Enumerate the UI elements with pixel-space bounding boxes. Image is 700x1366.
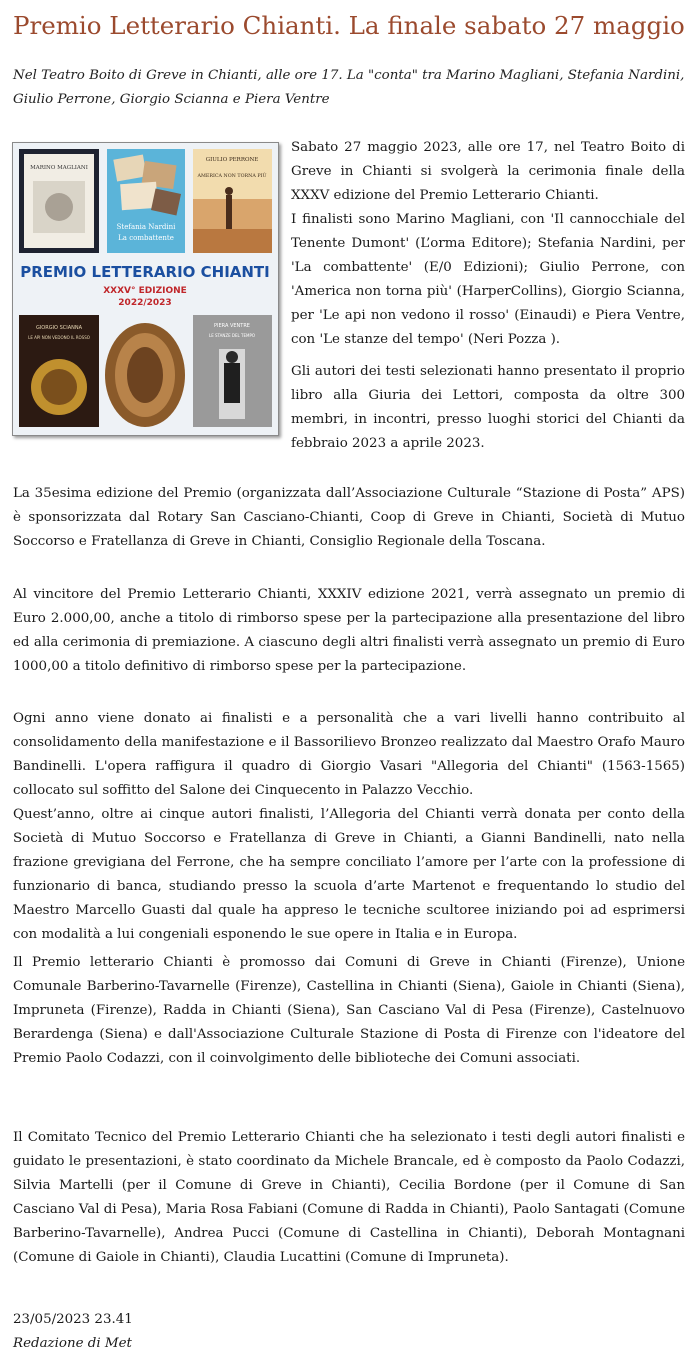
body-paragraph: Il Comitato Tecnico del Premio Letterario Chianti che ha selezionato i testi degli autori finalisti e guidato le presentazioni, è stato coordinato da Michele Brancale, ed è composto da Paolo Codazzi, Silvia Martelli (per il Comune di Greve in Chianti), Cecilia Bordone (per il Comune di San Casciano Val di Pesa), Maria Rosa Fabiani (Comune di Radda in Chianti), Paolo Santagati (Comune Barberino-Tavarnelle), Andrea Pucci (Comune di Castellina in Chianti), Deborah Montagnani (Comune di Gaiole in Chianti), Claudia Lucattini (Comune di Impruneta). [13, 1130, 685, 1265]
book-title-ventre: LE STANZE DEL TEMPO [208, 333, 256, 338]
body-paragraph: Il Premio letterario Chianti è promosso dai Comuni di Greve in Chianti (Firenze), Unione Comunale Barberino-Tavarnelle (Firenze), Castellina in Chianti (Siena), Gaiole in Chianti (Siena), Impruneta (Firenze), Radda in Chianti (Siena), San Casciano Val di Pesa (Firenze), Castelnuovo Berardenga (Siena) e dall'Associazione Culturale Stazione di Posta di Firenze con l'ideatore del Premio Paolo Codazzi, con il coinvolgimento delle biblioteche dei Comuni associati. [13, 955, 685, 1066]
book-cover-nardini [107, 149, 185, 253]
book-cover-perrone [193, 149, 272, 253]
book-title-scianna: LE API NON VEDONO IL ROSSO [28, 335, 90, 340]
award-poster-graphic [13, 143, 278, 435]
book-title-perrone: AMERICA NON TORNA PIÙ [197, 174, 267, 179]
body-paragraph: Ogni anno viene donato ai finalisti e a personalità che a vari livelli hanno contribuito al consolidamento della manifestazione e il Bassorilievo Bronzeo realizzato dal Maestro Orafo Mauro Bandinelli. L'opera raffigura il quadro di Giorgio Vasari "Allegoria del Chianti" (1563-1565) collocato sul soffitto del Salone dei Cinquecento in Palazzo Vecchio. Quest’anno, oltre ai cinque autori finalisti, l’Allegoria del Chianti verrà donata per conto della Società di Mutuo Soccorso e Fratellanza di Greve in Chianti, a Gianni Bandinelli, nato nella frazione grevigiana del Ferrone, che ha sempre conciliato l’amore per l’arte con la professione di funzionario di banca, studiando presso la scuola d’arte Martenot e frequentando lo studio del Maestro Marcello Guasti dal quale ha appreso le tecniche scultoree iniziando poi ad esprimersi con modalità a lui congeniali esponendo le sue opere in Italia e in Europa. [13, 711, 685, 942]
book-author-perrone: GIULIO PERRONE [205, 157, 259, 163]
article-title: Premio Letterario Chianti. La finale sabato 27 maggio [13, 11, 685, 40]
book-author-ventre: PIERA VENTRE [214, 323, 250, 329]
intro-text [291, 136, 685, 456]
book-title-nardini: La combattente [118, 234, 174, 242]
book-author-magliani: MARINO MAGLIANI [30, 165, 88, 171]
banner-edition: XXXV° EDIZIONE [103, 286, 187, 296]
body-paragraph: Al vincitore del Premio Letterario Chianti, XXXIV edizione 2021, verrà assegnato un premio di Euro 2.000,00, anche a titolo di rimborso spese per la partecipazione alla presentazione del libro ed alla cerimonia di premiazione. A ciascuno degli altri finalisti verrà assegnato un premio di Euro 1000,00 a titolo definitivo di rimborso spese per la partecipazione. [13, 587, 685, 674]
book-author-nardini: Stefania Nardini [116, 223, 176, 231]
article-subtitle: Nel Teatro Boito di Greve in Chianti, alle ore 17. La "conta" tra Marino Magliani, Stefania Nardini, Giulio Perrone, Giorgio Scianna e Piera Ventre [13, 68, 685, 107]
book-cover-scianna [19, 315, 99, 427]
intro-paragraph: Sabato 27 maggio 2023, alle ore 17, nel Teatro Boito di Greve in Chianti si svolgerà la cerimonia finale della XXXV edizione del Premio Letterario Chianti. I finalisti sono Marino Magliani, con 'Il cannocchiale del Tenente Dumont' (L’orma Editore); Stefania Nardini, per 'La combattente' (E/0 Edizioni); Giulio Perrone, con 'America non torna più' (HarperCollins), Giorgio Scianna, per 'Le api non vedono il rosso' (Einaudi) e Piera Ventre, con 'Le stanze del tempo' (Neri Pozza ). [291, 140, 685, 347]
intro-paragraph: Gli autori dei testi selezionati hanno presentato il proprio libro alla Giuria dei Lettori, composta da oltre 300 membri, in incontri, presso luoghi storici del Chianti da febbraio 2023 a aprile 2023. [291, 364, 685, 451]
body-paragraph: La 35esima edizione del Premio (organizzata dall’Associazione Culturale “Stazione di Posta” APS) è sponsorizzata dal Rotary San Casciano-Chianti, Coop di Greve in Chianti, Società di Mutuo Soccorso e Fratellanza di Greve in Chianti, Consiglio Regionale della Toscana. [13, 486, 685, 549]
book-author-scianna: GIORGIO SCIANNA [35, 325, 83, 331]
publish-date: 23/05/2023 23.41 [13, 1312, 133, 1327]
book-cover-magliani [19, 149, 99, 253]
bronze-relief [105, 323, 185, 427]
book-cover-ventre [193, 315, 272, 427]
banner-title: PREMIO LETTERARIO CHIANTI [20, 263, 270, 281]
award-poster-image [12, 142, 279, 436]
banner-years: 2022/2023 [118, 298, 172, 308]
article-author: Redazione di Met [13, 1336, 132, 1351]
